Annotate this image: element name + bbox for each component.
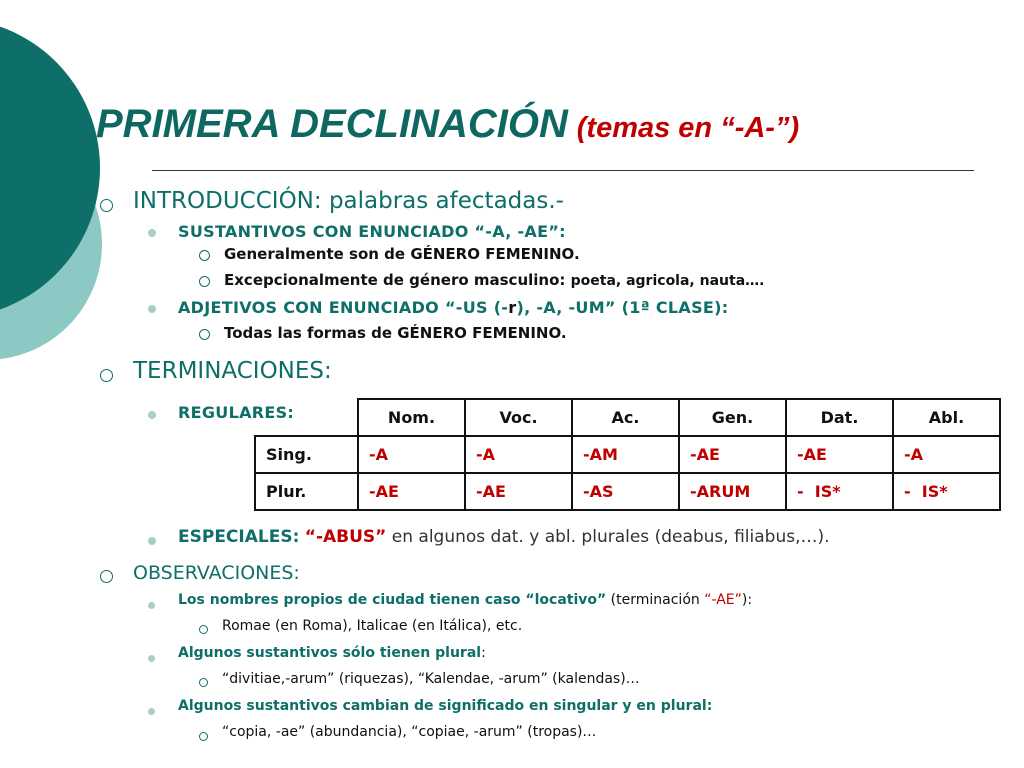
especiales-line (178, 527, 830, 547)
intro-sust-item-2 (224, 271, 764, 289)
dot-bullet-icon (148, 537, 156, 545)
ring-bullet-icon (199, 329, 210, 340)
table-cell: -AS (572, 473, 679, 510)
obs-2-end: : (481, 645, 486, 661)
ring-bullet-icon (199, 732, 208, 741)
table-row (255, 436, 1000, 473)
intro-heading: INTRODUCCIÓN: palabras afectadas.- (133, 188, 564, 214)
dot-bullet-icon (148, 602, 155, 609)
intro-sust-item-1: Generalmente son de GÉNERO FEMENINO. (224, 245, 580, 263)
slide-title-main: PRIMERA DECLINACIÓN (96, 102, 568, 146)
obs-2-item: “divitiae,-arum” (riquezas), “Kalendae, -arum” (kalendas)… (222, 671, 640, 687)
table-header-cell: Voc. (465, 399, 572, 436)
intro-adj-item: Todas las formas de GÉNERO FEMENINO. (224, 324, 567, 342)
ring-bullet-icon (199, 250, 210, 261)
title-underline (152, 170, 974, 171)
intro-adjetivos-r: r (508, 298, 517, 317)
especiales-text: en algunos dat. y abl. plurales (deabus, filiabus,…). (391, 527, 830, 547)
regulares-label: REGULARES: (178, 403, 295, 422)
slide-title (96, 102, 799, 147)
table-cell: -AE (679, 436, 786, 473)
obs-1-a: Los nombres propios de ciudad tienen caso “locativo” (178, 592, 607, 608)
dot-bullet-icon (148, 229, 156, 237)
table-header-row (255, 399, 1000, 436)
table-header-cell: Nom. (358, 399, 465, 436)
table-row-label: Plur. (255, 473, 358, 510)
table-corner-cell (255, 399, 358, 436)
obs-1-item: Romae (en Roma), Italicae (en Itálica), etc. (222, 618, 523, 634)
obs-3-item: “copia, -ae” (abundancia), “copiae, -arum” (tropas)… (222, 724, 597, 740)
ring-bullet-icon (199, 678, 208, 687)
especiales-label: ESPECIALES: (178, 527, 300, 547)
table-cell: -AE (465, 473, 572, 510)
table-header-cell: Dat. (786, 399, 893, 436)
intro-sust-item-2-text: Excepcionalmente de género masculino: (224, 271, 566, 289)
table-cell: -AE (358, 473, 465, 510)
obs-2-text: Algunos sustantivos sólo tienen plural (178, 645, 482, 661)
slide-title-subtitle: (temas en “-A-”) (576, 112, 800, 144)
intro-sust-examples: poeta, agricola, nauta…. (570, 273, 765, 289)
observaciones-heading: OBSERVACIONES: (133, 562, 300, 584)
table-cell: -ARUM (679, 473, 786, 510)
intro-adjetivos-a: ADJETIVOS CON ENUNCIADO “-US (- (178, 298, 509, 317)
obs-1-d: ): (741, 592, 753, 608)
dot-bullet-icon (148, 708, 155, 715)
especiales-term: “-ABUS” (304, 527, 387, 547)
ring-bullet-icon (100, 369, 113, 382)
table-cell: - IS* (893, 473, 1000, 510)
intro-adjetivos (178, 298, 728, 317)
obs-2 (178, 645, 486, 661)
dot-bullet-icon (148, 411, 156, 419)
table-cell: -AM (572, 436, 679, 473)
obs-1-c: “-AE” (704, 592, 742, 608)
ring-bullet-icon (100, 570, 113, 583)
table-row (255, 473, 1000, 510)
table-row-label: Sing. (255, 436, 358, 473)
obs-3: Algunos sustantivos cambian de significado en singular y en plural: (178, 698, 713, 714)
intro-adjetivos-b: ), -A, -UM” (1ª CLASE): (516, 298, 729, 317)
table-header-cell: Abl. (893, 399, 1000, 436)
intro-sustantivos: SUSTANTIVOS CON ENUNCIADO “-A, -AE”: (178, 222, 566, 241)
table-cell: -A (893, 436, 1000, 473)
dot-bullet-icon (148, 655, 155, 662)
obs-1 (178, 592, 752, 608)
declension-table (254, 398, 1001, 511)
table-cell: - IS* (786, 473, 893, 510)
ring-bullet-icon (100, 199, 113, 212)
obs-1-b: (terminación (610, 592, 700, 608)
table-cell: -AE (786, 436, 893, 473)
ring-bullet-icon (199, 276, 210, 287)
ring-bullet-icon (199, 625, 208, 634)
table-header-cell: Ac. (572, 399, 679, 436)
table-cell: -A (358, 436, 465, 473)
dot-bullet-icon (148, 305, 156, 313)
table-cell: -A (465, 436, 572, 473)
table-header-cell: Gen. (679, 399, 786, 436)
terminaciones-heading: TERMINACIONES: (133, 358, 332, 384)
